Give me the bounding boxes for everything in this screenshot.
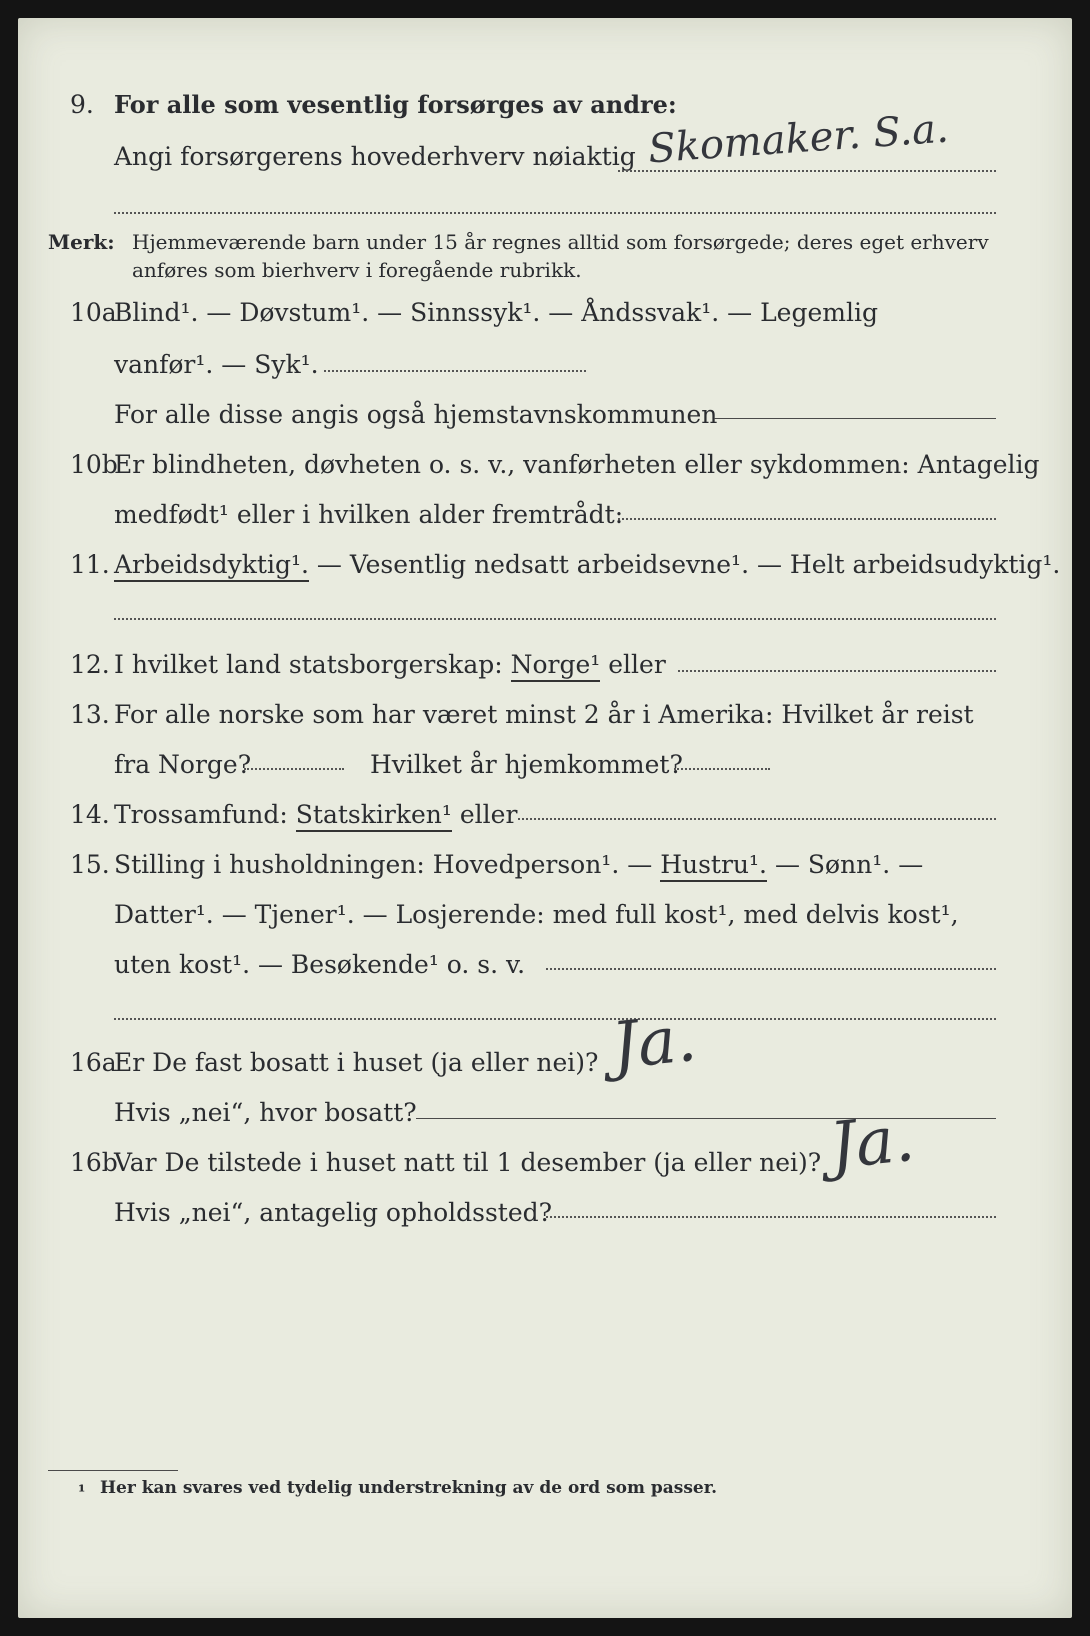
merk-line2: anføres som bierhverv i foregående rubrikk. <box>132 258 582 282</box>
footnote-text: Her kan svares ved tydelig understrekning av de ord som passer. <box>100 1478 718 1498</box>
q13-number: 13. <box>70 700 110 729</box>
q10b-line1: Er blindheten, døvheten o. s. v., vanførheten eller sykdommen: Antagelig <box>114 450 1040 479</box>
q10a-line2: vanfør¹. — Syk¹. <box>114 350 319 379</box>
q15-number: 15. <box>70 850 110 879</box>
q15-line2: Datter¹. — Tjener¹. — Losjerende: med full kost¹, med delvis kost¹, <box>114 900 959 929</box>
q10b-answer-line <box>618 518 996 520</box>
q16b-line2: Hvis „nei“, antagelig opholdssted? <box>114 1198 553 1227</box>
q9-line2: Angi forsørgerens hovederhverv nøiaktig <box>114 142 636 171</box>
q12-answer-line <box>678 670 996 672</box>
q9-second-line <box>114 212 996 214</box>
q15-line3: uten kost¹. — Besøkende¹ o. s. v. <box>114 950 526 979</box>
q16a-number: 16a <box>70 1048 117 1077</box>
q16a-line2: Hvis „nei“, hvor bosatt? <box>114 1098 417 1127</box>
q15-extra-line <box>114 1018 996 1020</box>
q16a-handwritten-answer: Ja. <box>608 1001 700 1085</box>
q15-line1b: — Sønn¹. — <box>774 850 924 879</box>
q16a-line1: Er De fast bosatt i huset (ja eller nei)? <box>114 1048 599 1077</box>
q14-answer-line <box>518 818 996 820</box>
q11-other-options: — Vesentlig nedsatt arbeidsevne¹. — Helt arbeidsudyktig¹. <box>308 550 1061 579</box>
q14-question: Trossamfund: <box>114 800 288 829</box>
q15-line1 <box>114 850 923 879</box>
q16b-opholdssted-line <box>546 1216 996 1218</box>
q10b-line2: medfødt¹ eller i hvilken alder fremtrådt: <box>114 500 624 529</box>
q12-selected-option: Norge¹ <box>511 650 601 682</box>
q14-selected-option: Statskirken¹ <box>296 800 452 832</box>
q11-number: 11. <box>70 550 110 579</box>
merk-line1: Hjemmeværende barn under 15 år regnes alltid som forsørgede; deres eget erhverv <box>132 230 989 254</box>
q9-handwritten-answer: Skomaker. S.a. <box>646 105 951 173</box>
q13-reist-line <box>244 768 344 770</box>
q15-selected-option: Hustru¹. <box>660 850 767 882</box>
q12-question: I hvilket land statsborgerskap: <box>114 650 503 679</box>
census-form-sheet <box>18 18 1072 1618</box>
merk-label: Merk: <box>48 230 115 254</box>
q11-answer-line <box>114 618 996 620</box>
q10a-number: 10a <box>70 298 117 327</box>
footnote-rule <box>48 1470 178 1471</box>
q16b-line1: Var De tilstede i huset natt til 1 desember (ja eller nei)? <box>114 1148 822 1177</box>
q9-number: 9. <box>70 90 94 119</box>
q10a-line3: For alle disse angis også hjemstavnskommunen <box>114 400 718 429</box>
q14-eller: eller <box>459 800 518 829</box>
q12-eller: eller <box>608 650 666 679</box>
q15-line1a: Stilling i husholdningen: Hovedperson¹. — <box>114 850 653 879</box>
q13-line2a: fra Norge? <box>114 750 252 779</box>
q10a-line1: Blind¹. — Døvstum¹. — Sinnssyk¹. — Åndssvak¹. — Legemlig <box>114 298 878 327</box>
q12-number: 12. <box>70 650 110 679</box>
q12-line <box>114 650 666 679</box>
q10a-kommune-line <box>714 418 996 419</box>
q11-selected-option: Arbeidsdyktig¹. <box>114 550 309 582</box>
q10b-number: 10b <box>70 450 118 479</box>
q13-line2b: Hvilket år hjemkommet? <box>370 750 683 779</box>
q14-number: 14. <box>70 800 110 829</box>
q13-line1: For alle norske som har været minst 2 år i Amerika: Hvilket år reist <box>114 700 974 729</box>
q15-answer-line <box>546 968 996 970</box>
q14-line <box>114 800 517 829</box>
q10a-syk-line <box>324 370 586 372</box>
q9-line1: For alle som vesentlig forsørges av andre: <box>114 90 677 119</box>
q13-hjemkommet-line <box>674 768 770 770</box>
q16b-handwritten-answer: Ja. <box>826 1101 918 1185</box>
q11-line <box>114 550 1060 579</box>
footnote-mark: ¹ <box>78 1482 86 1502</box>
q16b-number: 16b <box>70 1148 118 1177</box>
